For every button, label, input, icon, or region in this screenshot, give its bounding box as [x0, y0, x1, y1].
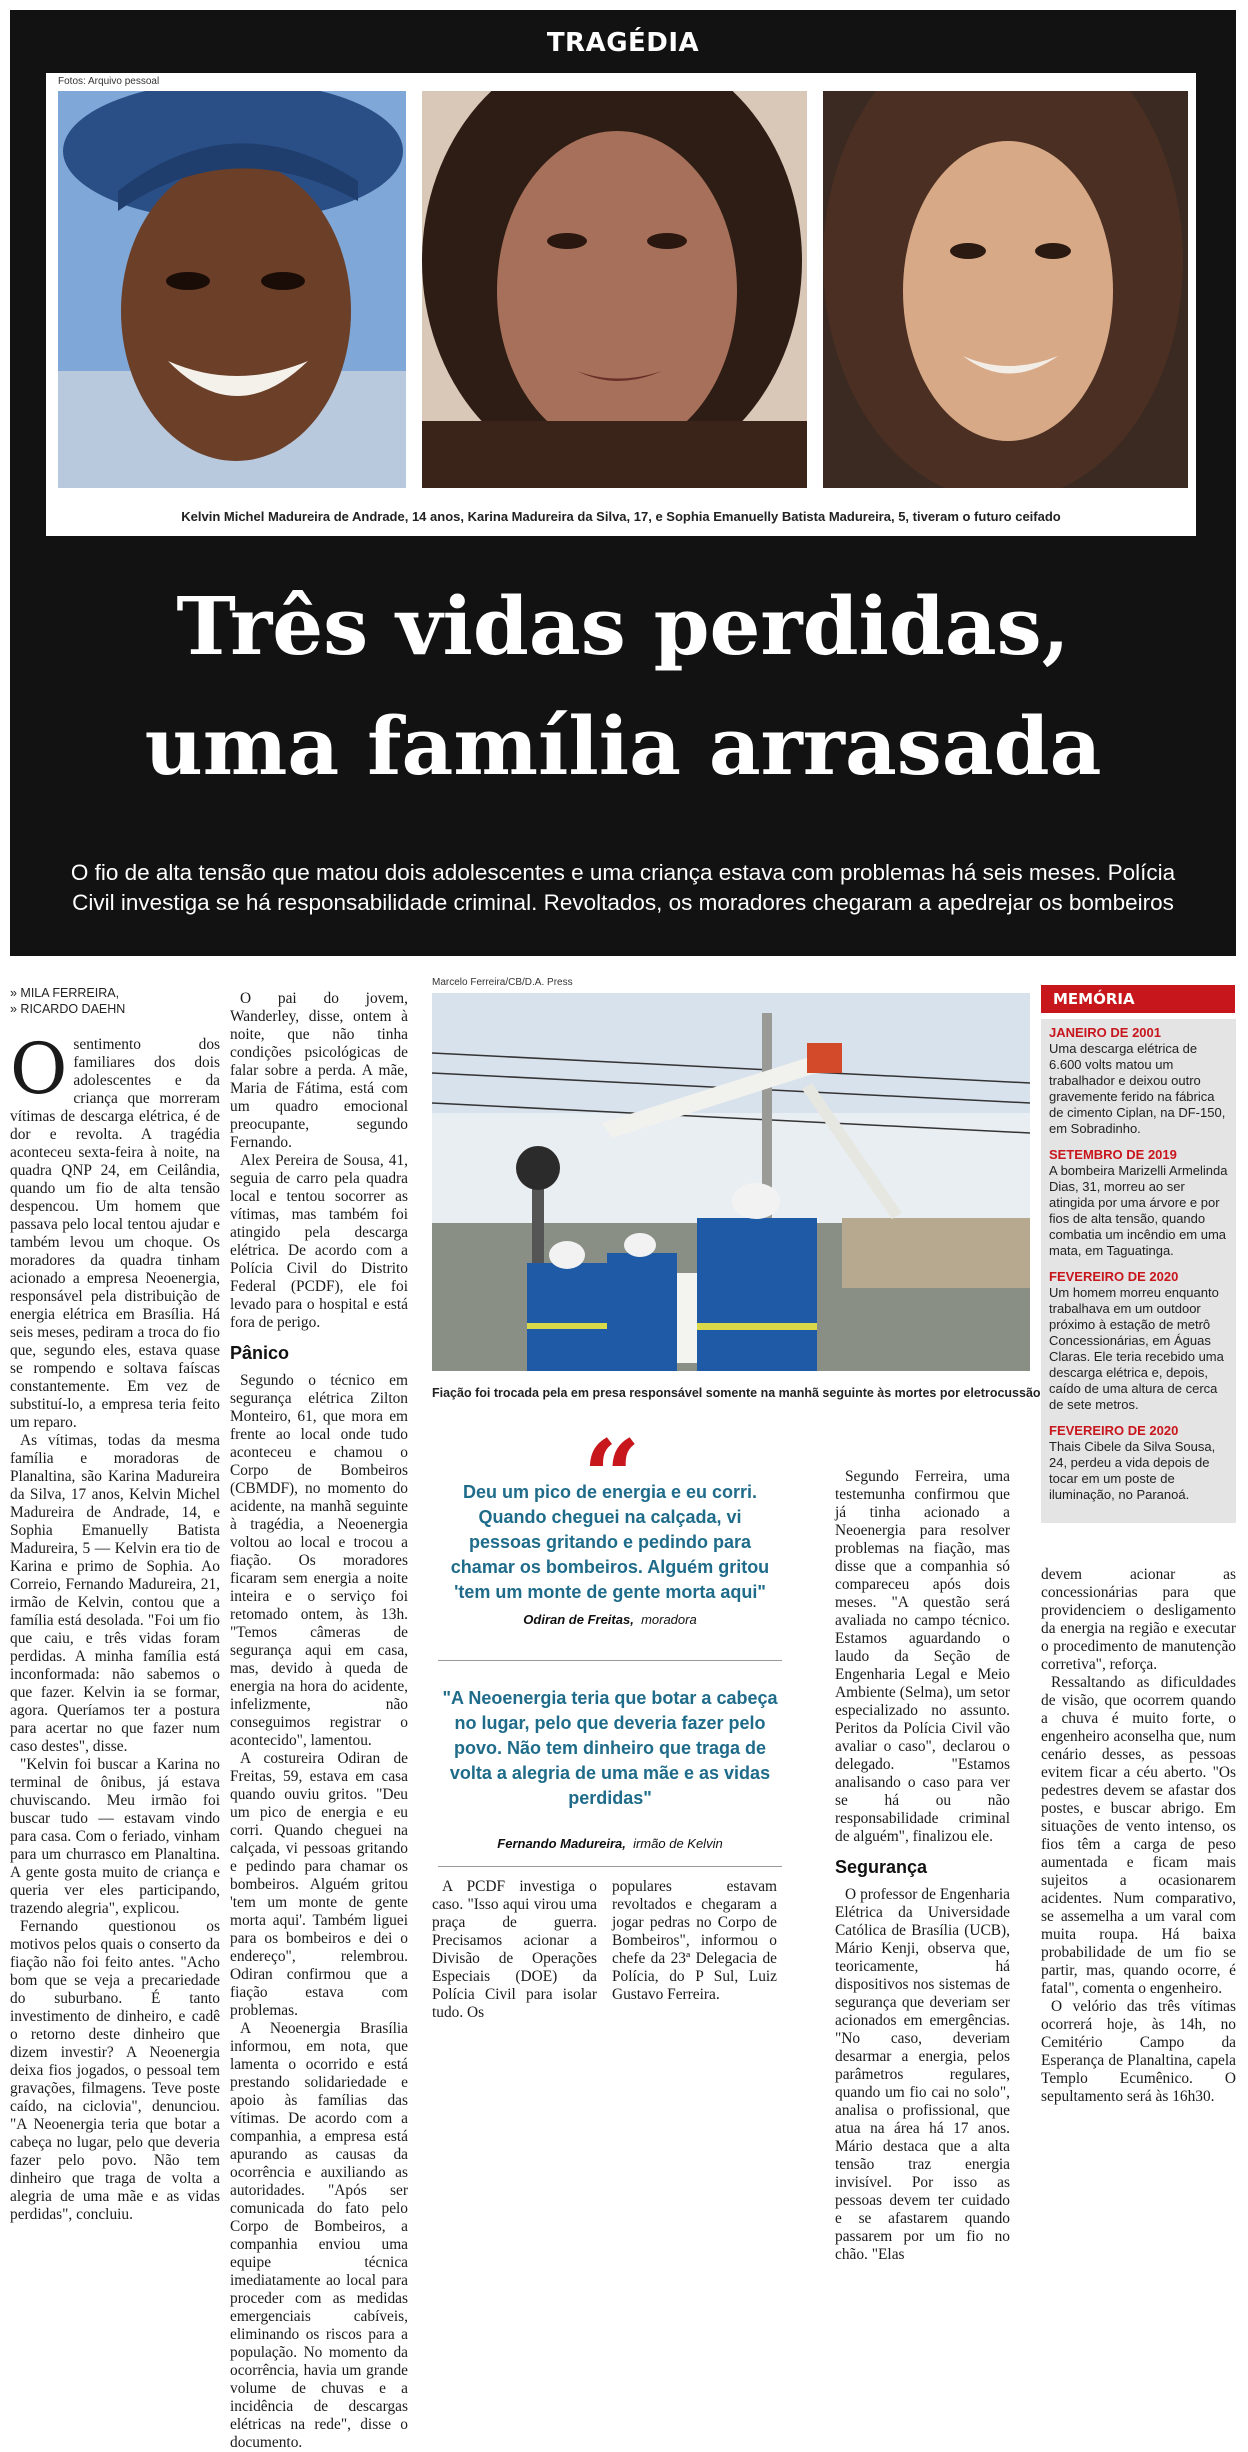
- byline: [10, 985, 125, 1017]
- drop-cap: O: [10, 1028, 68, 1110]
- memoria-title: MEMÓRIA: [1041, 985, 1235, 1013]
- subhead-panico: Pânico: [230, 1343, 290, 1363]
- article-column-mid-a: [432, 1878, 597, 2022]
- memoria-entry: [1049, 1147, 1228, 1259]
- article-column-5: [1041, 1566, 1236, 2106]
- article-paragraph: A costureira Odiran de Freitas, 59, estava em casa quando ouviu gritos. "Deu um pico de energia e eu corri. Quando cheguei na calçada, vi pessoas gritando e pedindo para chamar os bombeiros. Alguém gritou 'tem um monte de gente morta aqui'. Também liguei para os bombeiros e dei o endereço", relembrou. Odiran confirmou que a fiação estava com problemas.: [230, 1750, 408, 2019]
- memoria-date: JANEIRO DE 2001: [1049, 1025, 1161, 1040]
- article-paragraph: Segundo Ferreira, uma testemunha confirmou que já tinha acionado a Neoenergia para resolver problemas na fiação, mas disse que a companhia só compareceu após dois meses. "A questão será avaliada no campo técnico. Estamos aguardando o laudo da Seção de Engenharia Legal e Meio Ambiente (Selma), um setor especializado no assunto. Peritos da Polícia Civil vão avaliar o caso", declarou o delegado. "Estamos analisando o caso para ver se há ou não responsabilidade criminal de alguém", finalizou ele.: [835, 1468, 1010, 1845]
- article-column-3: [835, 1468, 1010, 2264]
- memoria-list: [1041, 1019, 1236, 1523]
- memoria-text: Thais Cibele da Silva Sousa, 24, perdeu a vida depois de tocar em um poste de iluminação, no Paranoá.: [1049, 1439, 1216, 1502]
- main-photo: [432, 993, 1030, 1371]
- subhead-seguranca: Segurança: [835, 1857, 928, 1877]
- photo-sophia: [823, 91, 1188, 488]
- photo-kelvin: [58, 91, 406, 488]
- article-paragraph: O velório das três vítimas ocorrerá hoje, às 14h, no Cemitério Campo da Esperança de Planaltina, capela Templo Ecumênico. O sepultamento será às 16h30.: [1041, 1998, 1236, 2105]
- article-column-mid-b: [612, 1878, 777, 2004]
- memoria-date: FEVEREIRO DE 2020: [1049, 1269, 1179, 1284]
- memoria-date: SETEMBRO DE 2019: [1049, 1147, 1177, 1162]
- article-paragraph: A PCDF investiga o caso. "Isso aqui virou uma praça de guerra. Precisamos acionar a Divisão de Operações Especiais (DOE) da Polícia Civil para isolar tudo. Os: [432, 1878, 597, 2021]
- article-paragraph: "Kelvin foi buscar a Karina no terminal de ônibus, já estava chuviscando. Meu irmão foi buscar tudo — estavam vindo para casa. Com o feriado, vinham para um churrasco em Planaltina. A gente gosta muito de criança e queria ver eles participando, trazendo alegria", explicou.: [10, 1756, 220, 1917]
- pull-quote-2: "A Neoenergia teria que botar a cabeça no lugar, pelo que deveria fazer pelo povo. Não tem dinheiro que traga de volta a alegria de uma mãe e as vidas perdidas": [442, 1688, 778, 1808]
- article-paragraph: Segundo o técnico em segurança elétrica Zilton Monteiro, 61, que mora em frente ao local onde tudo aconteceu e chamou o Corpo de Bombeiros (CBMDF), no momento do acidente, na manhã seguinte à tragédia, a Neoenergia voltou ao local e trocou a fiação. Os moradores ficaram sem energia a noite inteira e o serviço foi retomado ontem, às 13h. "Temos câmeras de segurança aqui em casa, mas, devido à queda de energia na hora do acidente, infelizmente, não conseguimos registrar o acontecido", lamentou.: [230, 1372, 408, 1749]
- headline-line-2: uma família arrasada: [144, 699, 1102, 793]
- headline-line-1: Três vidas perdidas,: [176, 579, 1070, 673]
- pull-quote-2-attribution: Fernando Madureira, irmão de Kelvin: [497, 1836, 723, 1851]
- subheadline: O fio de alta tensão que matou dois adolescentes e uma criança estava com problemas há seis meses. Polícia Civil investiga se há responsabilidade criminal. Revoltados, os moradores chegaram a apedrejar os bombeiros: [70, 860, 1176, 915]
- article-paragraph: O pai do jovem, Wanderley, disse, ontem à noite, que não tinha condições psicológicas de falar sobre a perda. A mãe, Maria de Fátima, está com um quadro emocional preocupante, segundo Fernando.: [230, 990, 408, 1151]
- article-paragraph: devem acionar as concessionárias para que providenciem o desligamento da energia na região e executar o procedimento de manutenção corretiva", reforça.: [1041, 1566, 1236, 1673]
- byline-author: » MILA FERREIRA,: [10, 986, 120, 1000]
- article-column-2: [230, 990, 408, 2452]
- article-paragraph: O professor de Engenharia Elétrica da Universidade Católica de Brasília (UCB), Mário Kenji, observa que, teoricamente, há dispositivos nos sistemas de segurança que deveriam ser acionados em emergências. "No caso, deveriam desarmar a energia, pelos parâmetros regulares, quando um fio cai no solo", analisa o profissional, que atua na área há 17 anos. Mário destaca que a alta tensão traz energia invisível. Por isso as pessoas devem ter cuidado e se afastarem quando passarem por um fio no chão. "Elas: [835, 1886, 1010, 2263]
- article-paragraph: populares estavam revoltados e chegaram a jogar pedras no Corpo de Bombeiros", informou o chefe da 23ª Delegacia de Polícia, do P Sul, Luiz Gustavo Ferreira.: [612, 1878, 777, 2003]
- article-paragraph: A Neoenergia Brasília informou, em nota, que lamenta o ocorrido e está prestando solidariedade e apoio às famílias das vítimas. De acordo com a companhia, a empresa está apurando as causas da ocorrência e auxiliando as autoridades. "Após ser comunicada do fato pelo Corpo de Bombeiros, a companhia enviou uma equipe técnica imediatamente ao local para proceder com as medidas emergenciais cabíveis, eliminando os riscos para a população. No momento da ocorrência, havia um grande volume de chuvas e a incidência de descargas elétricas na rede", disse o documento.: [230, 2020, 408, 2451]
- memoria-date: FEVEREIRO DE 2020: [1049, 1423, 1179, 1438]
- memoria-entry: [1049, 1025, 1228, 1137]
- divider: [438, 1866, 782, 1867]
- memoria-text: Um homem morreu enquanto trabalhava em um outdoor próximo à estação de metrô Concessionárias, em Águas Claras. Ele teria recebido uma descarga elétrica e, depois, caído de uma altura de cerca de sete metros.: [1049, 1285, 1224, 1412]
- memoria-text: A bombeira Marizelli Armelinda Dias, 31, morreu ao ser atingida por uma árvore e por fios de alta tensão, quando combatia um incêndio em uma mata, em Taguatinga.: [1049, 1163, 1228, 1258]
- article-paragraph: Alex Pereira de Sousa, 41, seguia de carro pela quadra local e tentou socorrer as vítimas, mas também foi atingido pela descarga elétrica. De acordo com a Polícia Civil do Distrito Federal (PCDF), ele foi levado para o hospital e está fora de perigo.: [230, 1152, 408, 1331]
- photo-caption-main: Fiação foi trocada pela em presa responsável somente na manhã seguinte às mortes por eletrocussão: [432, 1386, 1041, 1400]
- quote-mark-icon: “: [583, 1418, 641, 1536]
- photo-caption-top: Kelvin Michel Madureira de Andrade, 14 anos, Karina Madureira da Silva, 17, e Sophia Emanuelly Batista Madureira, 5, tiveram o futuro ceifado: [181, 509, 1061, 524]
- byline-author: » RICARDO DAEHN: [10, 1002, 126, 1016]
- divider: [438, 1660, 782, 1661]
- article-paragraph: As vítimas, todas da mesma família e moradoras de Planaltina, são Karina Madureira da Silva, 17 anos, Kelvin Michel Madureira de Andrade, 14, e Sophia Emanuelly Batista Madureira, 5 — Kelvin era tio de Karina e primo de Sophia. Ao Correio, Fernando Madureira, 21, irmão de Kelvin, contou que a família está desolada. "Foi um fio que caiu, e três vidas foram perdidas. A minha família está inconformada: não sabemos o que fazer. Kelvin ia se formar, agora. Queríamos ter a postura para acertar no que fazer num caso destes", disse.: [10, 1432, 220, 1755]
- photo-karina: [422, 91, 807, 488]
- article-paragraph: Fernando questionou os motivos pelos quais o conserto da fiação não foi feito antes. "Acho bom que se veja a precariedade do suburbano. É tanto investimento de dinheiro, e cadê o retorno deste dinheiro que dizem investir? A Neoenergia deixa fios jogados, o pessoal tem gravações, filmagens. Teve poste caído, na ciclovia", denunciou. "A Neoenergia teria que botar a cabeça no lugar, pelo que deveria fazer pelo povo. Não tem dinheiro que traga de volta a alegria de uma mãe e as vidas perdidas", concluiu.: [10, 1918, 220, 2223]
- memoria-entry: [1049, 1423, 1228, 1503]
- article-column-1: [10, 1028, 220, 2224]
- memoria-text: Uma descarga elétrica de 6.600 volts matou um trabalhador e deixou outro gravemente ferido na fábrica de cimento Ciplan, na DF-150, em Sobradinho.: [1049, 1041, 1226, 1136]
- article-paragraph: Osentimento dos familiares dos dois adolescentes e da criança que morreram vítimas de descarga elétrica, é de dor e revolta. A tragédia aconteceu sexta-feira à noite, na quadra QNP 24, em Ceilândia, quando um fio de alta tensão despencou. Um homem que passava pelo local tentou ajudar e também levou um choque. Os moradores da quadra tinham acionado a empresa Neoenergia, responsável pela distribuição de energia elétrica em Brasília. Há seis meses, pediram a troca do fio que, segundo eles, estava quase se rompendo e soltava faíscas constantemente. Em vez de substituí-lo, a empresa teria feito um reparo.: [10, 1028, 220, 1431]
- photo-credit-main: Marcelo Ferreira/CB/D.A. Press: [432, 977, 573, 988]
- memoria-entry: [1049, 1269, 1228, 1413]
- memoria-box: [1041, 985, 1236, 1523]
- photo-credit-top: Fotos: Arquivo pessoal: [58, 76, 160, 87]
- section-kicker: TRAGÉDIA: [546, 28, 700, 58]
- article-paragraph: Ressaltando as dificuldades de visão, que ocorrem quando a chuva é muito forte, o engenheiro aconselha que, num cenário desses, as pessoas evitem ficar a céu aberto. "Os pedestres devem se afastar dos postes, e buscar abrigo. Em situações de vento intenso, os fios têm a carga de peso aumentada e ficam mais sujeitos a ocasionarem acidentes. Num comparativo, se assemelha a um varal com muita roupa. Há baixa probabilidade de um fio se partir, mas, quando ocorre, é fatal", comenta o engenheiro.: [1041, 1674, 1236, 1997]
- pull-quote-1: Deu um pico de energia e eu corri. Quando cheguei na calçada, vi pessoas gritando e pedindo para chamar os bombeiros. Alguém gritou 'tem um monte de gente morta aqui": [450, 1482, 770, 1602]
- pull-quote-1-attribution: Odiran de Freitas, moradora: [523, 1612, 697, 1627]
